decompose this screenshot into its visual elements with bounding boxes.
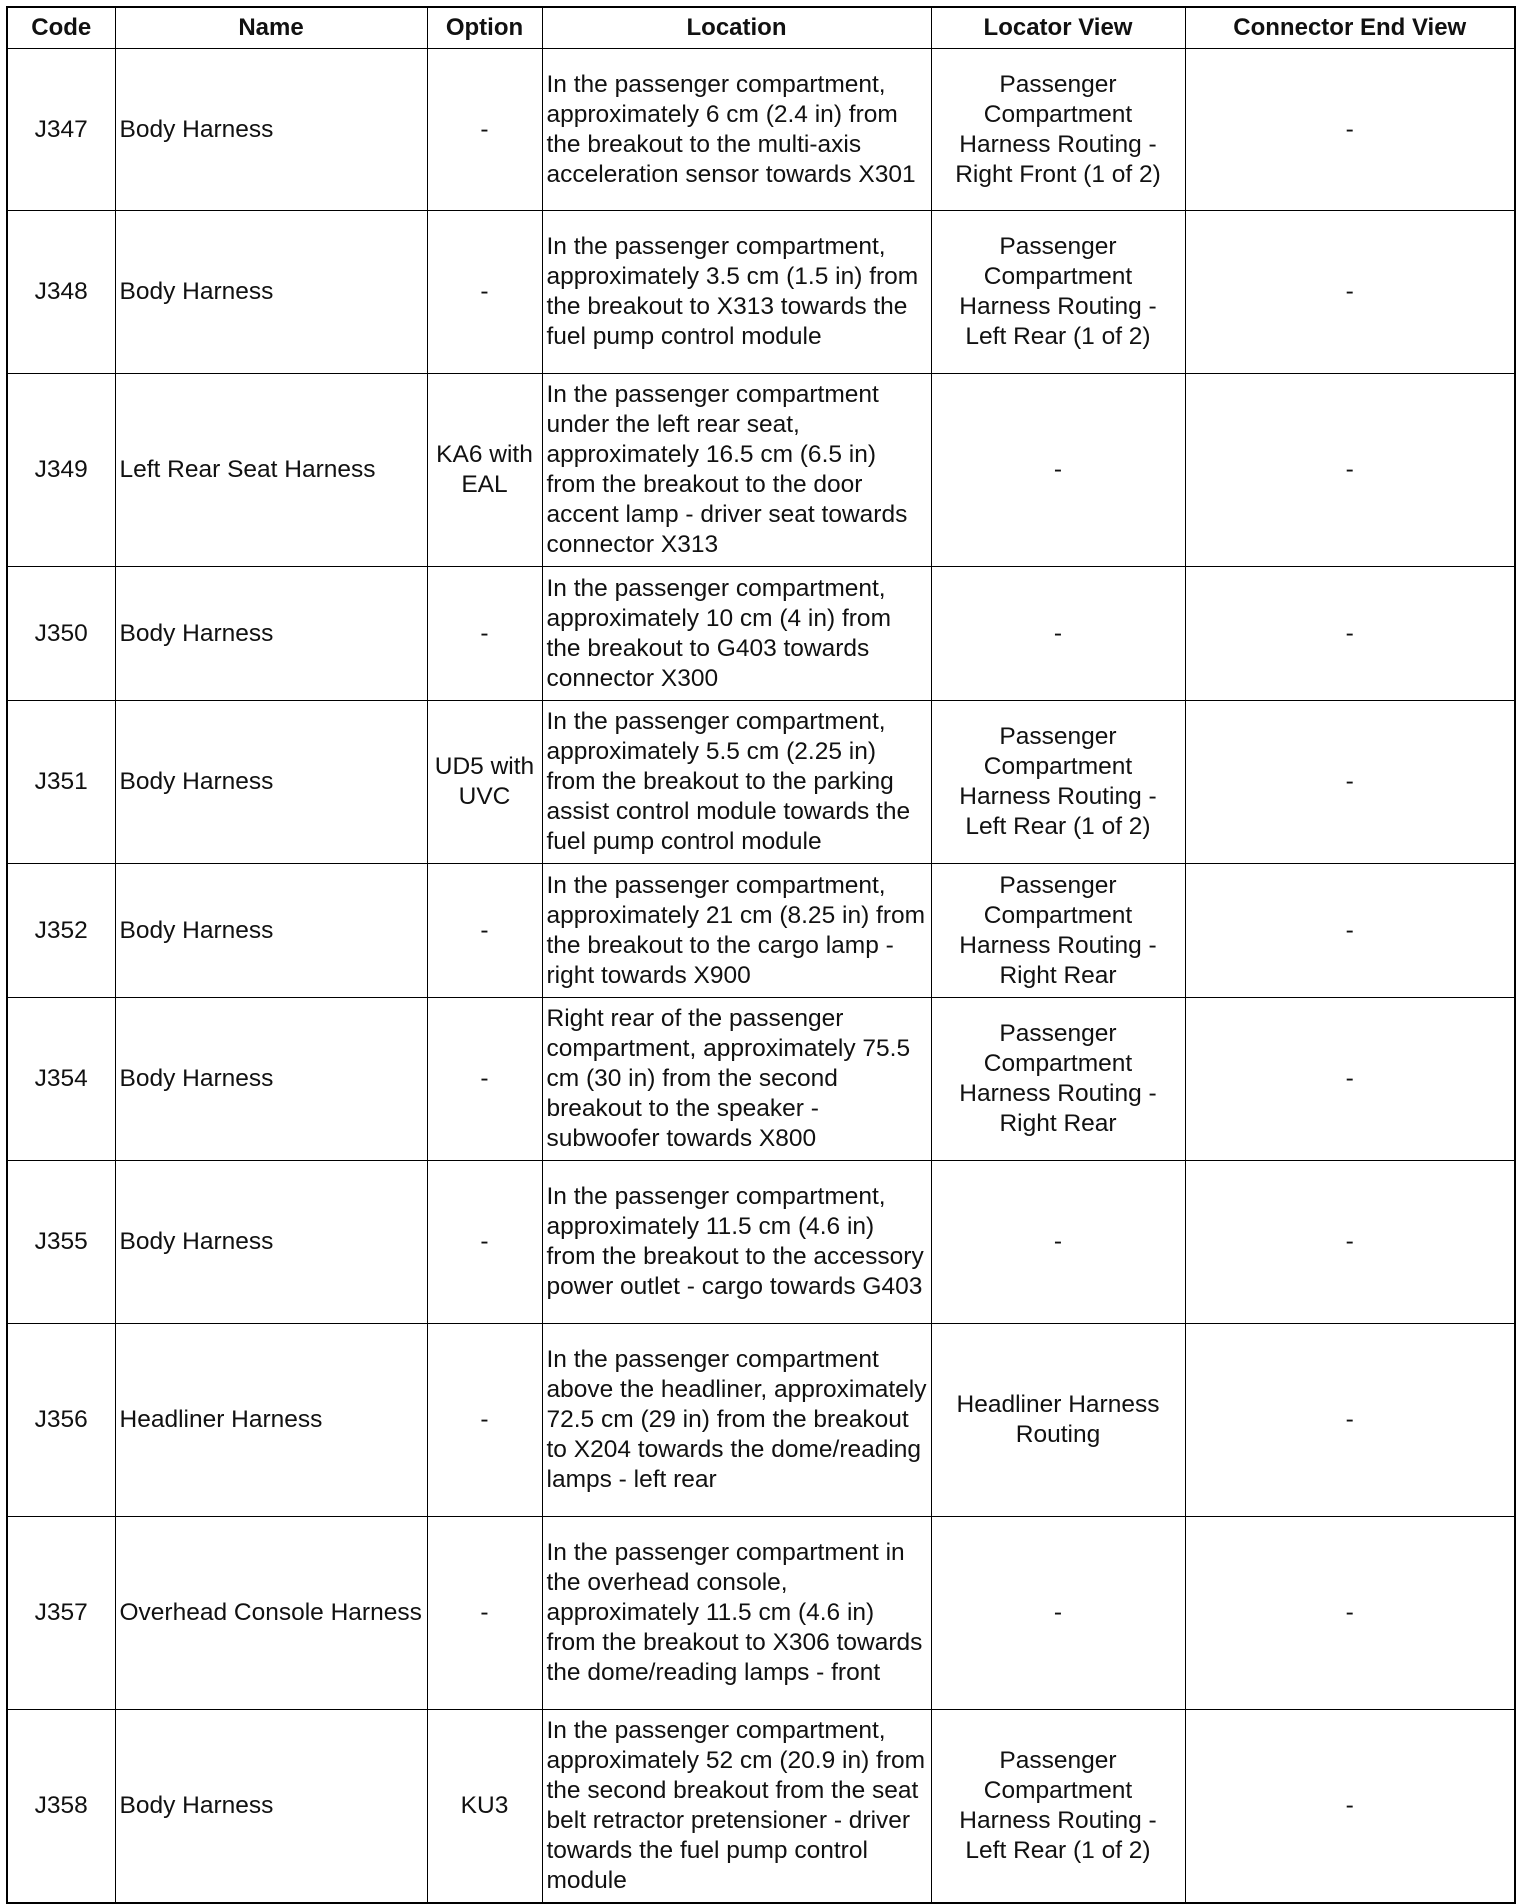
table-row <box>7 864 1515 998</box>
cell-connector-end-view: - <box>1185 998 1515 1161</box>
cell-option: - <box>427 998 542 1161</box>
cell-option: - <box>427 1161 542 1324</box>
cell-locator-view: - <box>931 1517 1185 1710</box>
cell-code: J350 <box>7 567 115 701</box>
table-row <box>7 1161 1515 1324</box>
cell-location: In the passenger compartment, approximately 11.5 cm (4.6 in) from the breakout to the accessory power outlet - cargo towards G403 <box>542 1161 931 1324</box>
cell-code: J355 <box>7 1161 115 1324</box>
table-row <box>7 701 1515 864</box>
cell-option: - <box>427 567 542 701</box>
header-option: Option <box>427 7 542 49</box>
cell-locator-view: Passenger Compartment Harness Routing - Left Rear (1 of 2) <box>931 211 1185 374</box>
cell-locator-view: - <box>931 1161 1185 1324</box>
splice-location-table-container <box>6 6 1514 1904</box>
cell-name: Body Harness <box>115 49 427 211</box>
cell-option: - <box>427 49 542 211</box>
cell-code: J351 <box>7 701 115 864</box>
cell-code: J349 <box>7 374 115 567</box>
cell-option: - <box>427 864 542 998</box>
table-row <box>7 1324 1515 1517</box>
cell-option: KU3 <box>427 1710 542 1903</box>
cell-locator-view: Passenger Compartment Harness Routing - Left Rear (1 of 2) <box>931 701 1185 864</box>
cell-location: In the passenger compartment, approximately 5.5 cm (2.25 in) from the breakout to the parking assist control module towards the fuel pump control module <box>542 701 931 864</box>
cell-name: Left Rear Seat Harness <box>115 374 427 567</box>
table-row <box>7 211 1515 374</box>
cell-location: In the passenger compartment, approximately 52 cm (20.9 in) from the second breakout from the seat belt retractor pretensioner - driver towards the fuel pump control module <box>542 1710 931 1903</box>
cell-connector-end-view: - <box>1185 374 1515 567</box>
table-row <box>7 998 1515 1161</box>
cell-location: In the passenger compartment above the headliner, approximately 72.5 cm (29 in) from the breakout to X204 towards the dome/reading lamps - left rear <box>542 1324 931 1517</box>
cell-option: - <box>427 211 542 374</box>
cell-name: Body Harness <box>115 701 427 864</box>
cell-name: Body Harness <box>115 864 427 998</box>
header-connector-end-view: Connector End View <box>1185 7 1515 49</box>
table-row <box>7 1710 1515 1903</box>
splice-location-table <box>6 6 1516 1904</box>
table-row <box>7 1517 1515 1710</box>
cell-connector-end-view: - <box>1185 1161 1515 1324</box>
cell-location: In the passenger compartment, approximately 21 cm (8.25 in) from the breakout to the cargo lamp - right towards X900 <box>542 864 931 998</box>
cell-name: Overhead Console Harness <box>115 1517 427 1710</box>
cell-location: In the passenger compartment, approximately 10 cm (4 in) from the breakout to G403 towards connector X300 <box>542 567 931 701</box>
cell-name: Body Harness <box>115 211 427 374</box>
cell-locator-view: Headliner Harness Routing <box>931 1324 1185 1517</box>
cell-connector-end-view: - <box>1185 567 1515 701</box>
cell-location: In the passenger compartment in the overhead console, approximately 11.5 cm (4.6 in) from the breakout to X306 towards the dome/reading lamps - front <box>542 1517 931 1710</box>
cell-locator-view: Passenger Compartment Harness Routing - Right Front (1 of 2) <box>931 49 1185 211</box>
cell-locator-view: - <box>931 567 1185 701</box>
cell-connector-end-view: - <box>1185 1710 1515 1903</box>
cell-connector-end-view: - <box>1185 211 1515 374</box>
cell-name: Headliner Harness <box>115 1324 427 1517</box>
cell-code: J356 <box>7 1324 115 1517</box>
cell-option: UD5 with UVC <box>427 701 542 864</box>
cell-locator-view: Passenger Compartment Harness Routing - Right Rear <box>931 998 1185 1161</box>
cell-option: KA6 with EAL <box>427 374 542 567</box>
cell-connector-end-view: - <box>1185 864 1515 998</box>
cell-name: Body Harness <box>115 1161 427 1324</box>
cell-code: J352 <box>7 864 115 998</box>
cell-location: In the passenger compartment, approximately 3.5 cm (1.5 in) from the breakout to X313 towards the fuel pump control module <box>542 211 931 374</box>
table-row <box>7 374 1515 567</box>
cell-connector-end-view: - <box>1185 49 1515 211</box>
cell-name: Body Harness <box>115 567 427 701</box>
cell-code: J357 <box>7 1517 115 1710</box>
cell-connector-end-view: - <box>1185 701 1515 864</box>
cell-option: - <box>427 1517 542 1710</box>
cell-connector-end-view: - <box>1185 1324 1515 1517</box>
cell-location: In the passenger compartment, approximately 6 cm (2.4 in) from the breakout to the multi-axis acceleration sensor towards X301 <box>542 49 931 211</box>
cell-locator-view: Passenger Compartment Harness Routing - Left Rear (1 of 2) <box>931 1710 1185 1903</box>
cell-name: Body Harness <box>115 1710 427 1903</box>
cell-option: - <box>427 1324 542 1517</box>
header-locator-view: Locator View <box>931 7 1185 49</box>
cell-code: J358 <box>7 1710 115 1903</box>
table-row <box>7 567 1515 701</box>
table-row <box>7 49 1515 211</box>
cell-name: Body Harness <box>115 998 427 1161</box>
header-name: Name <box>115 7 427 49</box>
cell-code: J348 <box>7 211 115 374</box>
cell-location: Right rear of the passenger compartment, approximately 75.5 cm (30 in) from the second breakout to the speaker - subwoofer towards X800 <box>542 998 931 1161</box>
cell-connector-end-view: - <box>1185 1517 1515 1710</box>
cell-code: J354 <box>7 998 115 1161</box>
header-row <box>7 7 1515 49</box>
cell-location: In the passenger compartment under the left rear seat, approximately 16.5 cm (6.5 in) from the breakout to the door accent lamp - driver seat towards connector X313 <box>542 374 931 567</box>
header-location: Location <box>542 7 931 49</box>
header-code: Code <box>7 7 115 49</box>
cell-locator-view: Passenger Compartment Harness Routing - Right Rear <box>931 864 1185 998</box>
cell-locator-view: - <box>931 374 1185 567</box>
cell-code: J347 <box>7 49 115 211</box>
